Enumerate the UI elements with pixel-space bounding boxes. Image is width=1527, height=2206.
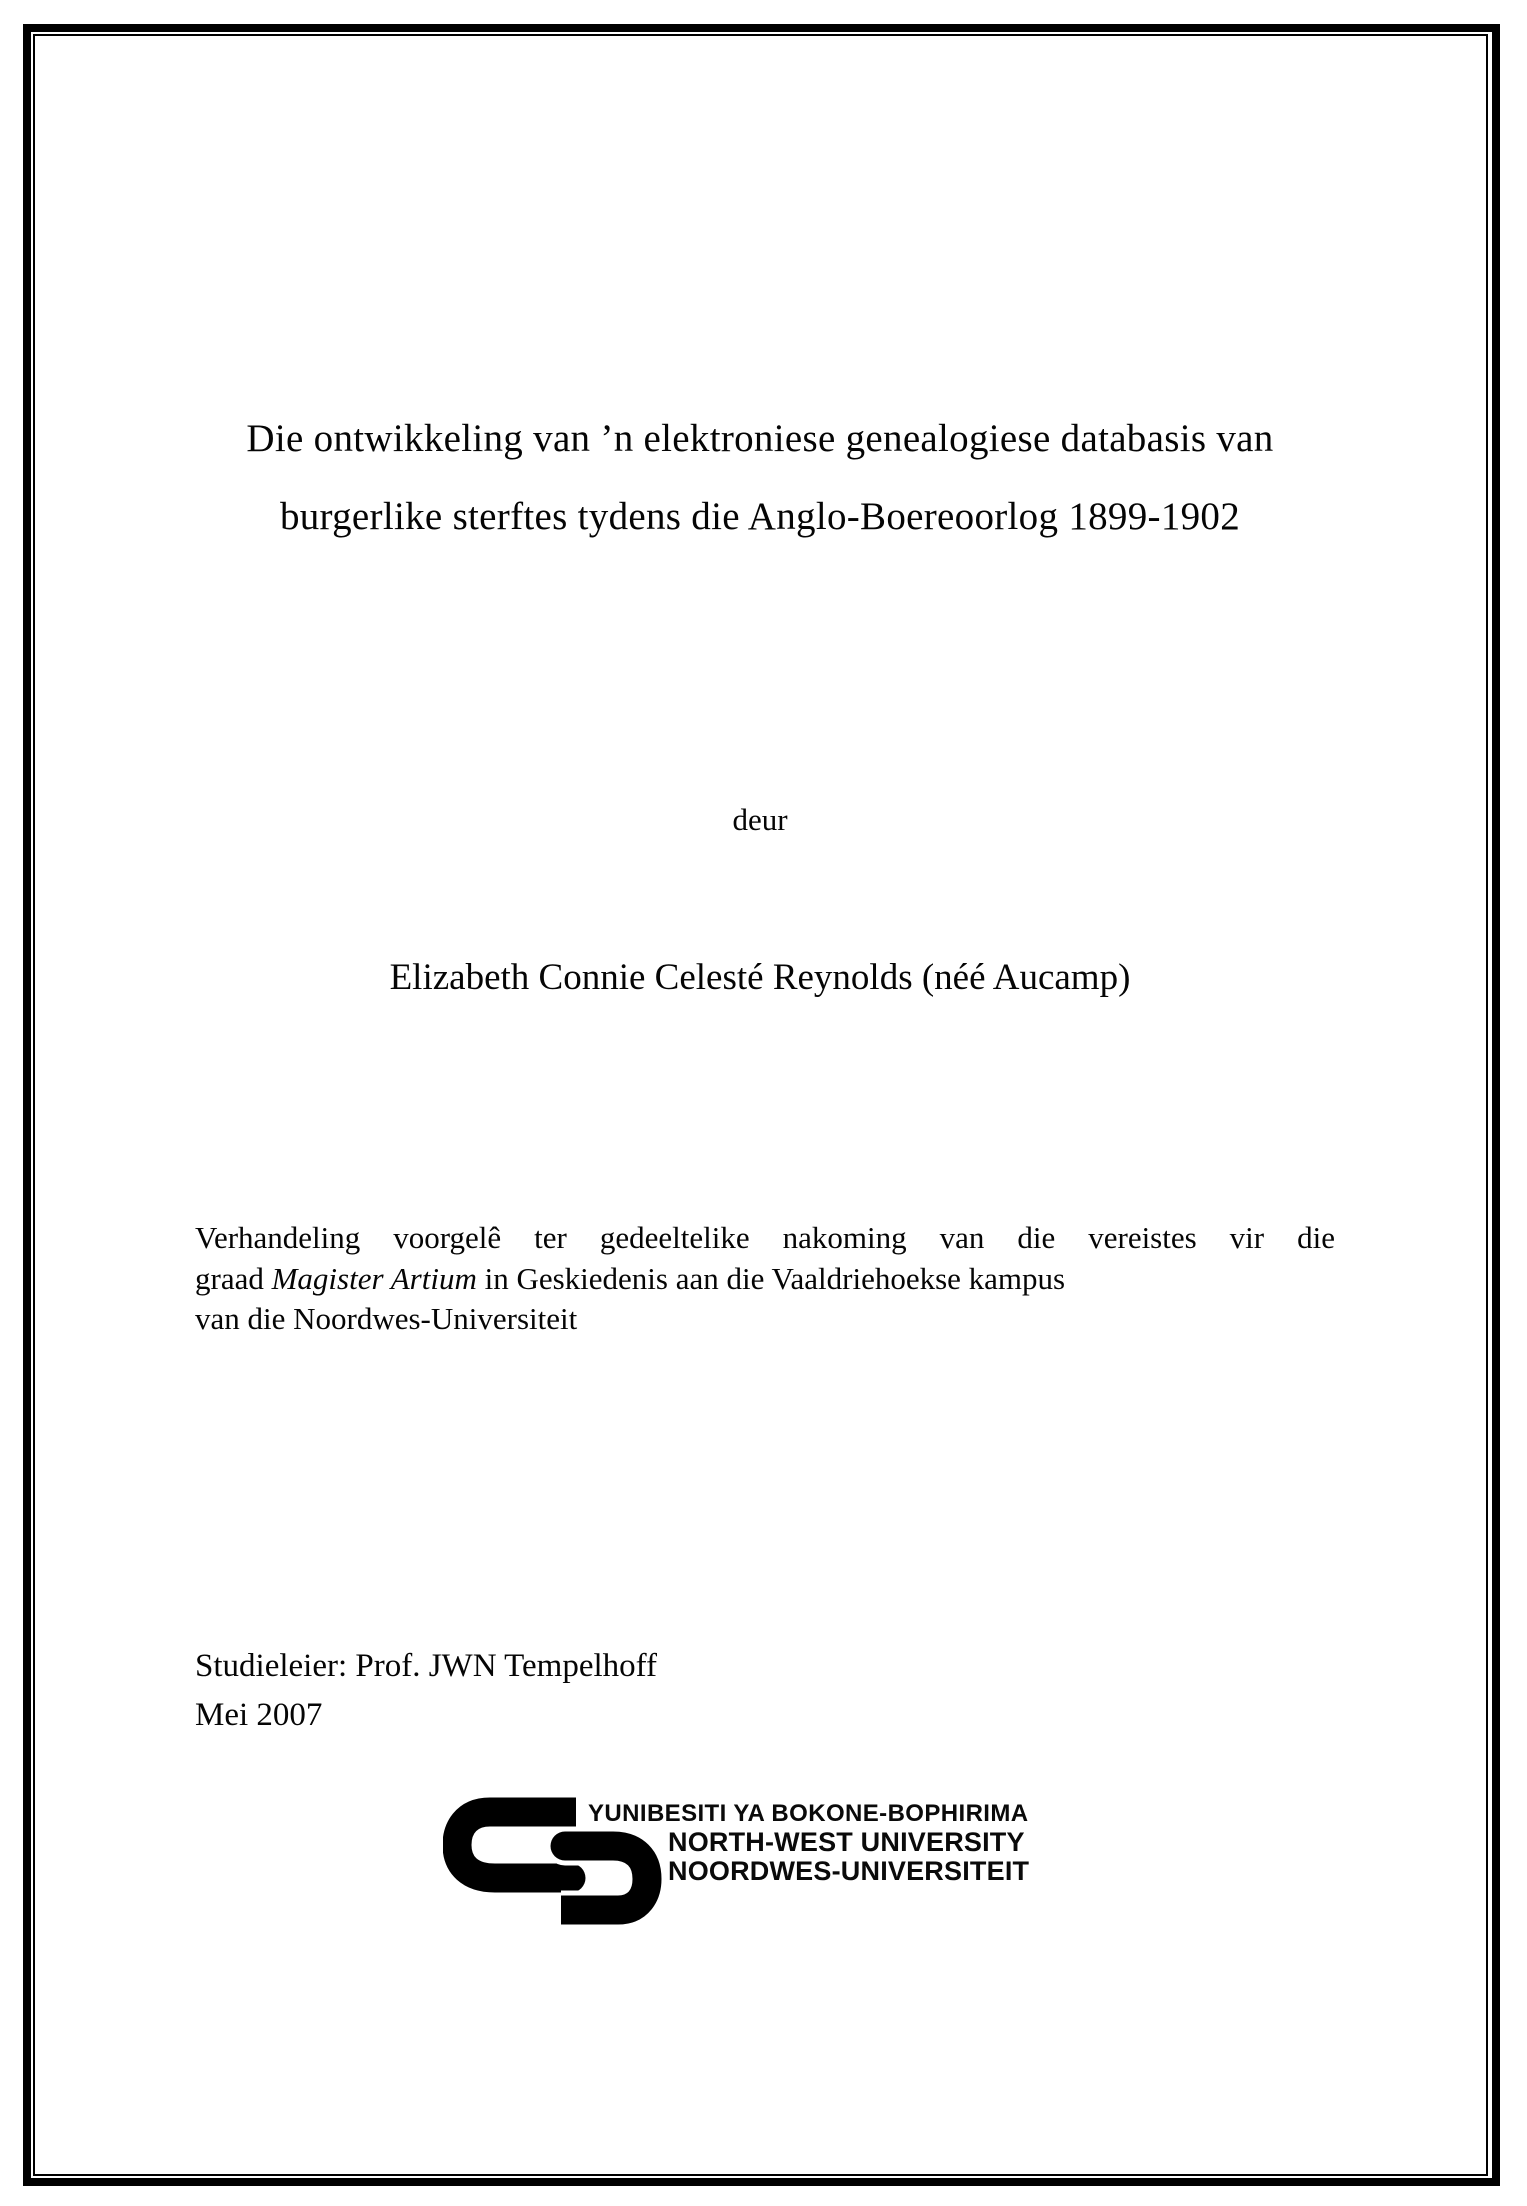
author-name: Elizabeth Connie Celesté Reynolds (néé Aucamp) xyxy=(389,957,1131,998)
degree-name: Magister Artium xyxy=(271,1260,477,1296)
logo-line-afrikaans: NOORDWES-UNIVERSITEIT xyxy=(668,1856,1030,1886)
byline-label: deur xyxy=(732,802,788,837)
thesis-title-line-1: Die ontwikkeling van ’n elektroniese genealogiese databasis van xyxy=(246,417,1274,460)
logo-line-english: NORTH-WEST UNIVERSITY xyxy=(668,1827,1025,1857)
thesis-title-line-2: burgerlike sterftes tydens die Anglo-Boereoorlog 1899-1902 xyxy=(279,495,1241,538)
supervisor-line: Studieleier: Prof. JWN Tempelhoff xyxy=(195,1648,658,1684)
university-logo-text xyxy=(588,1799,1029,1886)
statement-line-2-before: graad xyxy=(195,1260,272,1296)
thesis-title xyxy=(95,400,1425,556)
logo-line-setswana: YUNIBESITI YA BOKONE-BOPHIRIMA xyxy=(588,1800,1029,1827)
thesis-statement xyxy=(195,1218,1335,1340)
statement-line-1: Verhandeling voorgelê ter gedeeltelike nakoming van die vereistes vir die xyxy=(195,1220,1335,1255)
date-line: Mei 2007 xyxy=(195,1697,323,1733)
statement-line-3: van die Noordwes-Universiteit xyxy=(195,1301,578,1336)
statement-line-2 xyxy=(195,1259,1335,1300)
statement-line-2-after: in Geskiedenis aan die Vaaldriehoekse kampus xyxy=(476,1260,1066,1296)
